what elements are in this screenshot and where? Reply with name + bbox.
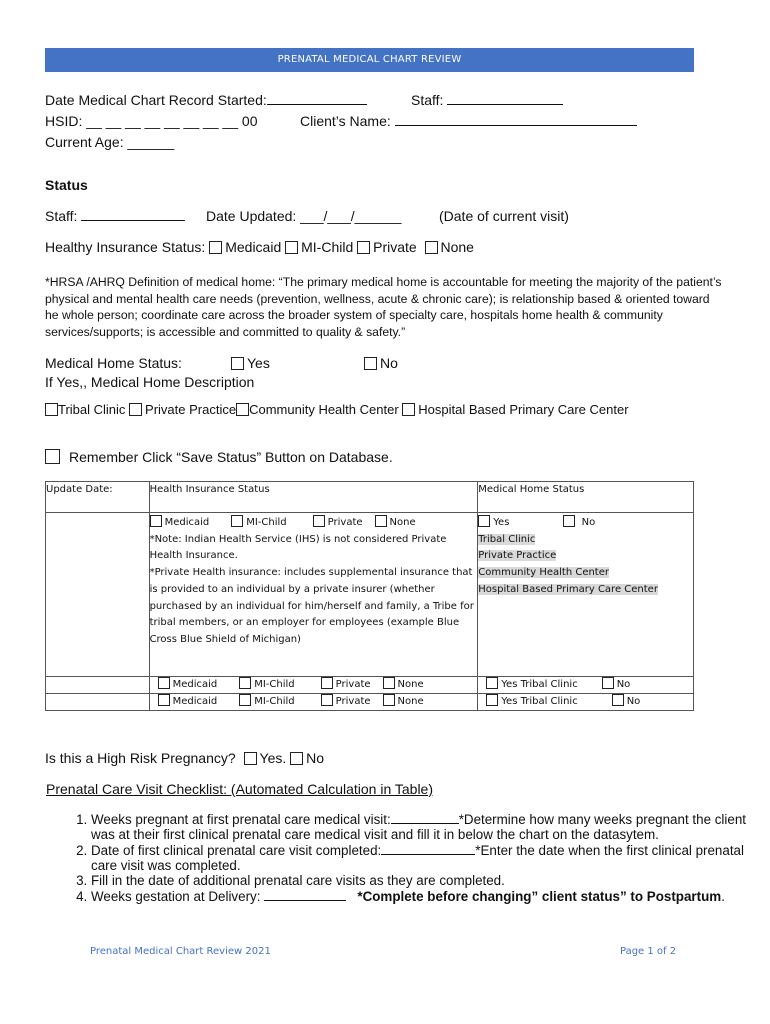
form-title-banner <box>45 48 694 72</box>
item2-label: Date of first clinical prenatal care visit completed: <box>91 843 382 858</box>
mi-child-checkbox[interactable] <box>239 677 251 689</box>
insurance-cell <box>149 513 478 677</box>
table-row <box>46 513 694 677</box>
medical-home-no-checkbox[interactable] <box>364 357 377 370</box>
private-checkbox[interactable] <box>357 241 370 254</box>
medicaid-checkbox[interactable] <box>150 515 162 527</box>
mi-child-checkbox[interactable] <box>231 515 243 527</box>
item4-period: . <box>721 889 725 904</box>
table-header-row <box>46 482 694 513</box>
hospital-based-checkbox[interactable] <box>402 403 415 416</box>
date-started-label: Date Medical Chart Record Started: <box>45 92 267 108</box>
insurance-cell <box>149 694 478 711</box>
date-started-field[interactable] <box>267 92 367 105</box>
high-risk-no-label: No <box>306 750 325 766</box>
mh-yes-checkbox[interactable] <box>478 515 490 527</box>
medicaid-checkbox[interactable] <box>209 241 222 254</box>
date-updated-label: Date Updated: <box>206 208 297 224</box>
private-checkbox[interactable] <box>321 694 333 706</box>
private-checkbox[interactable] <box>321 677 333 689</box>
date-note: (Date of current visit) <box>439 208 569 224</box>
date-updated-field[interactable]: ___/___/______ <box>300 208 402 224</box>
date-updated-row <box>206 208 401 224</box>
private-label: Private <box>373 239 417 255</box>
private-label: Private <box>327 517 363 528</box>
medical-home-cell <box>478 694 694 711</box>
remember-row <box>45 449 393 465</box>
status-staff-label: Staff: <box>45 208 78 224</box>
checklist-item <box>91 873 770 888</box>
update-date-cell[interactable] <box>46 677 150 694</box>
high-risk-row <box>45 750 324 766</box>
mh-yes-no-row <box>478 515 693 532</box>
hospital-based-label: Hospital Based Primary Care Center <box>418 402 629 417</box>
mh-hospital-based: Hospital Based Primary Care Center <box>478 583 658 595</box>
mh-no-label: No <box>581 517 596 528</box>
community-health-center-label: Community Health Center <box>249 402 399 417</box>
current-age-label[interactable]: Current Age: ____ <box>45 134 159 150</box>
staff-field[interactable] <box>447 92 563 105</box>
item4-label: Weeks gestation at Delivery: <box>91 889 261 904</box>
header-health-insurance-status: Health Insurance Status <box>149 482 478 513</box>
medical-home-status-row <box>45 355 182 371</box>
medical-home-description-label: If Yes,, Medical Home Description <box>45 374 255 390</box>
status-update-table <box>45 481 694 711</box>
client-name-field[interactable] <box>395 113 637 126</box>
tribal-clinic-checkbox[interactable] <box>45 403 58 416</box>
hsid-label[interactable]: HSID: __ __ __ __ __ __ __ __ 00 <box>45 113 258 129</box>
item3-text: Fill in the date of additional prenatal care visits as they are completed. <box>91 873 505 888</box>
hsid-row <box>45 113 258 129</box>
client-name-label: Client’s Name: <box>300 113 391 129</box>
mi-child-label: MI-Child <box>301 239 354 255</box>
medical-home-cell <box>478 513 694 677</box>
checklist-item <box>91 888 770 904</box>
remember-checkbox[interactable] <box>45 449 60 464</box>
yes-tribal-label: Yes Tribal Clinic <box>501 696 578 707</box>
mh-tribal-clinic: Tribal Clinic <box>478 533 536 545</box>
high-risk-yes-checkbox[interactable] <box>244 752 257 765</box>
none-label: None <box>397 679 424 690</box>
private-insurance-note: *Private Health insurance: includes supplemental insurance that is provided to an individual by a private insurer (whether purchased by an individual for him/herself and family, a Tribe for tribal members, or an employer for employees (example Blue Cross Blue Shield of Michigan) <box>149 567 474 645</box>
status-heading: Status <box>45 177 88 193</box>
insurance-status-label: Healthy Insurance Status: <box>45 239 206 255</box>
medical-home-yes-label: Yes <box>247 355 270 371</box>
page-number: Page 1 of 2 <box>620 946 677 957</box>
weeks-first-visit-field[interactable] <box>391 811 459 824</box>
insurance-options-row <box>150 515 478 532</box>
staff-label: Staff: <box>411 92 444 108</box>
mh-yes-label: Yes <box>493 517 510 528</box>
mi-child-label: MI-Child <box>254 696 295 707</box>
private-practice-label: Private Practice <box>145 402 237 417</box>
high-risk-question: Is this a High Risk Pregnancy? <box>45 750 236 766</box>
checklist-item <box>91 842 770 873</box>
medical-home-yes-checkbox[interactable] <box>231 357 244 370</box>
update-date-cell[interactable] <box>46 513 150 677</box>
yes-tribal-checkbox[interactable] <box>486 677 498 689</box>
footer-title: Prenatal Medical Chart Review 2021 <box>90 946 271 957</box>
no-label: No <box>626 696 641 707</box>
ihs-note: *Note: Indian Health Service (IHS) is not considered Private Health Insurance. <box>149 533 447 562</box>
status-staff-field[interactable] <box>81 208 185 221</box>
mi-child-label: MI-Child <box>246 517 287 528</box>
medical-home-definition: *HRSA /AHRQ Definition of medical home: “The primary medical home is accountable for meeting the majority of the patient’s physical and mental health care needs (prevention, wellness, acute & chronic care); is relationship based & oriented toward he whole person; coordinate care across the broader system of specialty care, hospitals home health & community services/supports; is accessible and committed to quality & safety.” <box>45 275 722 339</box>
checklist-title: Prenatal Care Visit Checklist: (Automated Calculation in Table) <box>46 781 434 797</box>
none-checkbox[interactable] <box>425 241 438 254</box>
medical-home-status-label: Medical Home Status: <box>45 355 182 371</box>
status-staff-row <box>45 208 185 224</box>
mh-no-checkbox[interactable] <box>563 515 575 527</box>
table-row <box>46 677 694 694</box>
item4-note: *Complete before changing” client status” to Postpartum <box>357 889 722 904</box>
tribal-clinic-label: Tribal Clinic <box>58 402 126 417</box>
none-checkbox[interactable] <box>383 677 395 689</box>
medicaid-label: Medicaid <box>225 239 282 255</box>
medical-home-cell <box>478 677 694 694</box>
current-age-row <box>45 134 174 150</box>
table-row <box>46 694 694 711</box>
update-date-cell[interactable] <box>46 694 150 711</box>
yes-tribal-checkbox[interactable] <box>486 694 498 706</box>
private-practice-checkbox[interactable] <box>129 403 142 416</box>
private-checkbox[interactable] <box>313 515 325 527</box>
medical-home-no <box>364 355 398 371</box>
mh-private-practice: Private Practice <box>478 550 557 562</box>
remember-text: Remember Click “Save Status” Button on Database. <box>69 449 393 465</box>
mi-child-label: MI-Child <box>254 679 295 690</box>
medical-home-no-label: No <box>380 355 398 371</box>
insurance-status-row <box>45 239 474 255</box>
header-medical-home-status: Medical Home Status <box>478 482 694 513</box>
weeks-gestation-field[interactable] <box>264 888 346 901</box>
insurance-cell <box>149 677 478 694</box>
high-risk-no-checkbox[interactable] <box>290 752 303 765</box>
none-label: None <box>440 239 474 255</box>
none-checkbox[interactable] <box>383 694 395 706</box>
high-risk-yes-label: Yes. <box>259 750 287 766</box>
community-health-center-checkbox[interactable] <box>236 403 249 416</box>
private-label: Private <box>335 679 371 690</box>
none-checkbox[interactable] <box>375 515 387 527</box>
medicaid-checkbox[interactable] <box>158 677 170 689</box>
no-checkbox[interactable] <box>612 694 624 706</box>
mh-community-health-center: Community Health Center <box>478 567 609 579</box>
current-age-suffix: __ <box>158 134 175 150</box>
item1-label: Weeks pregnant at first prenatal care medical visit: <box>91 812 391 827</box>
client-name-row <box>300 113 637 129</box>
no-label: No <box>616 679 631 690</box>
date-started-row <box>45 92 367 108</box>
form-title: PRENATAL MEDICAL CHART REVIEW <box>277 54 462 65</box>
checklist <box>45 811 770 904</box>
medical-home-yes <box>231 355 270 371</box>
medicaid-checkbox[interactable] <box>158 694 170 706</box>
staff-row <box>411 92 563 108</box>
item1-note: *Determine how many weeks pregnant the client was at their first clinical prenatal care medical visit and fill it in below the chart on the datasytem. <box>91 812 746 842</box>
mi-child-checkbox[interactable] <box>285 241 298 254</box>
no-checkbox[interactable] <box>602 677 614 689</box>
medicaid-label: Medicaid <box>164 517 210 528</box>
none-label: None <box>397 696 424 707</box>
yes-tribal-label: Yes Tribal Clinic <box>501 679 578 690</box>
mi-child-checkbox[interactable] <box>239 694 251 706</box>
item2-note: *Enter the date when the first clinical prenatal care visit was completed. <box>91 843 744 873</box>
medicaid-label: Medicaid <box>172 679 218 690</box>
none-label: None <box>389 517 416 528</box>
checklist-item <box>91 811 770 842</box>
medicaid-label: Medicaid <box>172 696 218 707</box>
header-update-date: Update Date: <box>46 482 150 513</box>
home-type-row <box>45 402 629 417</box>
private-label: Private <box>335 696 371 707</box>
first-visit-date-field[interactable] <box>381 842 475 855</box>
